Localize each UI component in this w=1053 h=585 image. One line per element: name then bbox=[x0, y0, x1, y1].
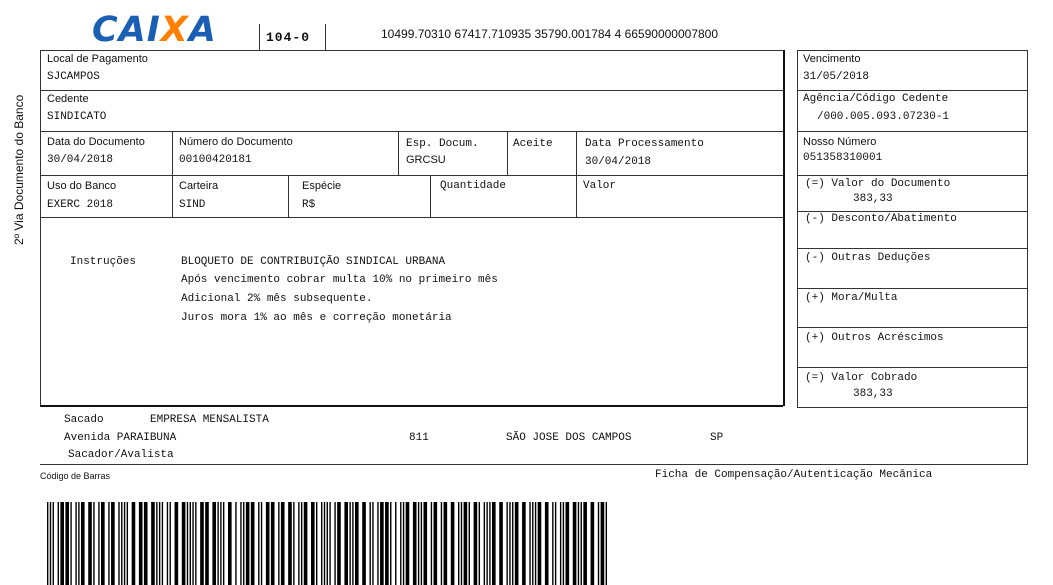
barcode-bar bbox=[327, 502, 328, 585]
esp-documento-label: Esp. Docum. bbox=[406, 138, 479, 150]
side-label: 2º Via Documento do Banco bbox=[12, 94, 26, 245]
barcode-bar bbox=[75, 502, 76, 585]
sep-r3-3 bbox=[507, 131, 508, 175]
nosso-numero-label: Nosso Número bbox=[803, 136, 877, 148]
barcode-bar bbox=[212, 502, 216, 585]
barcode-bar bbox=[538, 502, 542, 585]
barcode-bar bbox=[337, 502, 341, 585]
valor-documento-label: (=) Valor do Documento bbox=[805, 178, 951, 190]
barcode-bar bbox=[182, 502, 186, 585]
row-line-5 bbox=[40, 217, 785, 218]
barcode-bar bbox=[93, 502, 94, 585]
caixa-logo: CAIXA bbox=[92, 10, 217, 50]
barcode-bar bbox=[127, 502, 128, 585]
barcode-bar bbox=[311, 502, 315, 585]
barcode-bar bbox=[441, 502, 442, 585]
barcode-bar bbox=[175, 502, 179, 585]
barcode-bar bbox=[400, 502, 401, 585]
r-line-1 bbox=[797, 90, 1028, 91]
barcode-bar bbox=[65, 502, 69, 585]
barcode-bar bbox=[156, 502, 157, 585]
barcode-bar bbox=[167, 502, 168, 585]
r-line-6 bbox=[797, 288, 1028, 289]
barcode-bar bbox=[205, 502, 209, 585]
barcode-bar bbox=[47, 502, 48, 585]
barcode-bar bbox=[560, 502, 561, 585]
local-pagamento-label: Local de Pagamento bbox=[47, 53, 148, 65]
instruction-line: Após vencimento cobrar multa 10% no primeiro mês bbox=[181, 274, 498, 286]
barcode-bar bbox=[228, 502, 232, 585]
barcode-bar bbox=[581, 502, 582, 585]
barcode-bar bbox=[144, 502, 148, 585]
nosso-numero-value: 051358310001 bbox=[803, 152, 883, 164]
barcode-bar bbox=[271, 502, 275, 585]
barcode-bar bbox=[321, 502, 322, 585]
barcode-bar bbox=[298, 502, 299, 585]
barcode-bar bbox=[246, 502, 250, 585]
barcode-bar bbox=[53, 502, 54, 585]
barcode-bar bbox=[139, 502, 143, 585]
barcode-bar bbox=[124, 502, 125, 585]
barcode-bar bbox=[413, 502, 417, 585]
barcode-bar bbox=[512, 502, 513, 585]
barcode-bar bbox=[484, 502, 485, 585]
sep-r4-2 bbox=[288, 175, 289, 217]
sep-r4-3 bbox=[430, 175, 431, 217]
sacado-address: Avenida PARAIBUNA bbox=[64, 432, 177, 444]
barcode-bar bbox=[390, 502, 391, 585]
sacado-city: SÃO JOSE DOS CAMPOS bbox=[506, 432, 632, 444]
especie-label: Espécie bbox=[302, 180, 342, 192]
barcode-bar bbox=[489, 502, 490, 585]
barcode-bar bbox=[60, 502, 64, 585]
instructions-bottom-line bbox=[40, 405, 783, 407]
barcode-bar bbox=[240, 502, 241, 585]
sep-r3-2 bbox=[398, 131, 399, 175]
barcode-bar bbox=[395, 502, 396, 585]
barcode-bar bbox=[566, 502, 570, 585]
barcode-bar bbox=[598, 502, 599, 585]
uso-banco-value: EXERC 2018 bbox=[47, 199, 114, 211]
barcode-bar bbox=[578, 502, 579, 585]
barcode-label: Código de Barras bbox=[40, 471, 111, 481]
barcode-bar bbox=[499, 502, 503, 585]
barcode-bar bbox=[159, 502, 160, 585]
valor-documento-value: 383,33 bbox=[853, 193, 893, 205]
barcode-bar bbox=[101, 502, 105, 585]
barcode-bar bbox=[492, 502, 496, 585]
barcode-bar bbox=[162, 502, 163, 585]
barcode-bar bbox=[469, 502, 470, 585]
valor-cobrado-value: 383,33 bbox=[853, 388, 893, 400]
barcode-bar bbox=[377, 502, 378, 585]
barcode-bar bbox=[329, 502, 330, 585]
barcode-bar bbox=[380, 502, 384, 585]
outros-acrescimos-label: (+) Outros Acréscimos bbox=[805, 332, 944, 344]
aceite-label: Aceite bbox=[513, 138, 553, 150]
r-line-5 bbox=[797, 248, 1028, 249]
barcode-bar bbox=[223, 502, 224, 585]
barcode-bar bbox=[288, 502, 292, 585]
numero-documento-value: 00100420181 bbox=[179, 154, 252, 166]
barcode-bar bbox=[243, 502, 244, 585]
barcode-bar bbox=[88, 502, 92, 585]
data-processamento-value: 30/04/2018 bbox=[585, 156, 652, 168]
sacador-avalista-label: Sacador/Avalista bbox=[68, 449, 174, 461]
cedente-label: Cedente bbox=[47, 93, 89, 105]
barcode-bar bbox=[529, 502, 530, 585]
barcode-bar bbox=[121, 502, 122, 585]
barcode-bar bbox=[217, 502, 218, 585]
barcode-bar bbox=[235, 502, 236, 585]
barcode-bar bbox=[258, 502, 259, 585]
barcode-bar bbox=[601, 502, 605, 585]
sacado-name: EMPRESA MENSALISTA bbox=[150, 414, 269, 426]
valor-cobrado-label: (=) Valor Cobrado bbox=[805, 372, 918, 384]
barcode-bar bbox=[509, 502, 510, 585]
r-line-2 bbox=[797, 131, 1028, 132]
barcode-bar bbox=[406, 502, 410, 585]
sacado-bottom-line bbox=[40, 464, 1028, 465]
barcode-bar bbox=[444, 502, 448, 585]
barcode-bar bbox=[545, 502, 549, 585]
barcode-bar bbox=[583, 502, 587, 585]
barcode-bar bbox=[552, 502, 553, 585]
bank-code: 104-0 bbox=[266, 30, 311, 45]
barcode-bar bbox=[573, 502, 577, 585]
barcode-bar bbox=[98, 502, 99, 585]
barcode-bar bbox=[591, 502, 595, 585]
vencimento-label: Vencimento bbox=[803, 53, 861, 65]
barcode-bar bbox=[50, 502, 51, 585]
vencimento-value: 31/05/2018 bbox=[803, 71, 870, 83]
especie-value: R$ bbox=[302, 199, 316, 211]
barcode-bar bbox=[81, 502, 85, 585]
barcode-bar bbox=[418, 502, 419, 585]
barcode-bar bbox=[352, 502, 353, 585]
sep-r4-4 bbox=[576, 175, 577, 217]
instruction-line: BLOQUETO DE CONTRIBUIÇÃO SINDICAL URBANA bbox=[181, 256, 446, 268]
agencia-value: /000.005.093.07230-1 bbox=[817, 111, 950, 123]
barcode-bar bbox=[187, 502, 188, 585]
barcode-bar bbox=[278, 502, 279, 585]
desconto-label: (-) Desconto/Abatimento bbox=[805, 213, 957, 225]
agencia-label: Agência/Código Cedente bbox=[803, 93, 949, 105]
instructions-label: Instruções bbox=[70, 256, 137, 268]
barcode-bar bbox=[70, 502, 71, 585]
sep-r3-4 bbox=[576, 131, 577, 175]
row-line-4 bbox=[40, 175, 785, 176]
barcode-bar bbox=[486, 502, 487, 585]
barcode-bar bbox=[111, 502, 115, 585]
barcode-bar bbox=[434, 502, 438, 585]
barcode-bar bbox=[281, 502, 285, 585]
uso-banco-label: Uso do Banco bbox=[47, 180, 117, 192]
instruction-line: Juros mora 1% ao mês e correção monetária bbox=[181, 312, 452, 324]
barcode-bar bbox=[461, 502, 462, 585]
barcode-bar bbox=[606, 502, 607, 585]
barcode-bar bbox=[316, 502, 317, 585]
barcode-bar bbox=[372, 502, 373, 585]
barcode-bar bbox=[151, 502, 155, 585]
barcode-bar bbox=[132, 502, 136, 585]
barcode-bar bbox=[421, 502, 422, 585]
local-pagamento-value: SJCAMPOS bbox=[47, 71, 100, 83]
data-documento-label: Data do Documento bbox=[47, 136, 145, 148]
barcode-bar bbox=[251, 502, 255, 585]
numero-documento-label: Número do Documento bbox=[179, 136, 293, 148]
outras-deducoes-label: (-) Outras Deduções bbox=[805, 252, 931, 264]
barcode-bar bbox=[118, 502, 119, 585]
barcode-bar bbox=[464, 502, 468, 585]
header-divider-right bbox=[325, 24, 326, 50]
r-line-9 bbox=[797, 407, 1028, 408]
cedente-value: SINDICATO bbox=[47, 111, 107, 123]
barcode-bar bbox=[431, 502, 432, 585]
esp-documento-value: GRCSU bbox=[406, 154, 446, 166]
digitable-line: 10499.70310 67417.710935 35790.001784 4 66590000007800 bbox=[381, 27, 719, 41]
barcode-bar bbox=[474, 502, 478, 585]
barcode-bar bbox=[170, 502, 171, 585]
barcode-bar bbox=[355, 502, 359, 585]
r-line-8 bbox=[797, 367, 1028, 368]
barcode-bar bbox=[563, 502, 564, 585]
barcode-bar bbox=[555, 502, 556, 585]
mora-multa-label: (+) Mora/Multa bbox=[805, 292, 898, 304]
barcode-bar bbox=[403, 502, 404, 585]
r-line-4 bbox=[797, 211, 1028, 212]
barcode-bar bbox=[58, 502, 59, 585]
barcode-bar bbox=[522, 502, 526, 585]
r-line-7 bbox=[797, 327, 1028, 328]
carteira-label: Carteira bbox=[179, 180, 219, 192]
r-line-0 bbox=[797, 50, 1028, 51]
barcode-bar bbox=[334, 502, 335, 585]
barcode-bar bbox=[293, 502, 294, 585]
sacado-state: SP bbox=[710, 432, 724, 444]
data-processamento-label: Data Processamento bbox=[585, 138, 704, 150]
barcode-bar bbox=[266, 502, 270, 585]
barcode-bar bbox=[479, 502, 480, 585]
barcode-bar bbox=[190, 502, 191, 585]
barcode-bar bbox=[458, 502, 459, 585]
barcode-bar bbox=[385, 502, 389, 585]
left-border bbox=[40, 50, 41, 406]
barcode-bar bbox=[304, 502, 308, 585]
barcode-bar bbox=[423, 502, 427, 585]
barcode bbox=[47, 502, 607, 585]
data-documento-value: 30/04/2018 bbox=[47, 154, 114, 166]
barcode-bar bbox=[192, 502, 193, 585]
barcode-bar bbox=[200, 502, 204, 585]
row-line-2 bbox=[40, 90, 785, 91]
right-col-left-border bbox=[797, 50, 798, 408]
barcode-bar bbox=[349, 502, 350, 585]
row-line-3 bbox=[40, 131, 785, 132]
barcode-bar bbox=[78, 502, 79, 585]
barcode-bar bbox=[506, 502, 507, 585]
carteira-value: SIND bbox=[179, 199, 206, 211]
barcode-bar bbox=[362, 502, 366, 585]
barcode-bar bbox=[515, 502, 519, 585]
sep-r4-1 bbox=[172, 175, 173, 217]
barcode-bar bbox=[195, 502, 196, 585]
sacado-label: Sacado bbox=[64, 414, 104, 426]
quantidade-label: Quantidade bbox=[440, 180, 507, 192]
barcode-bar bbox=[532, 502, 533, 585]
barcode-bar bbox=[369, 502, 370, 585]
instruction-line: Adicional 2% mês subsequente. bbox=[181, 293, 373, 305]
barcode-bar bbox=[261, 502, 262, 585]
center-border bbox=[783, 50, 785, 406]
header-divider-left bbox=[259, 24, 260, 50]
barcode-bar bbox=[301, 502, 302, 585]
valor-label: Valor bbox=[583, 180, 617, 192]
barcode-bar bbox=[535, 502, 536, 585]
r-line-3 bbox=[797, 175, 1028, 176]
barcode-bar bbox=[324, 502, 325, 585]
barcode-bar bbox=[344, 502, 348, 585]
row-line-1 bbox=[40, 50, 785, 51]
barcode-bar bbox=[108, 502, 109, 585]
right-col-right-border bbox=[1027, 50, 1028, 465]
sacado-number: 811 bbox=[409, 432, 429, 444]
barcode-bar bbox=[451, 502, 455, 585]
barcode-bar bbox=[220, 502, 221, 585]
sep-r3-1 bbox=[172, 131, 173, 175]
compensation-label: Ficha de Compensação/Autenticação Mecânica bbox=[655, 469, 933, 481]
